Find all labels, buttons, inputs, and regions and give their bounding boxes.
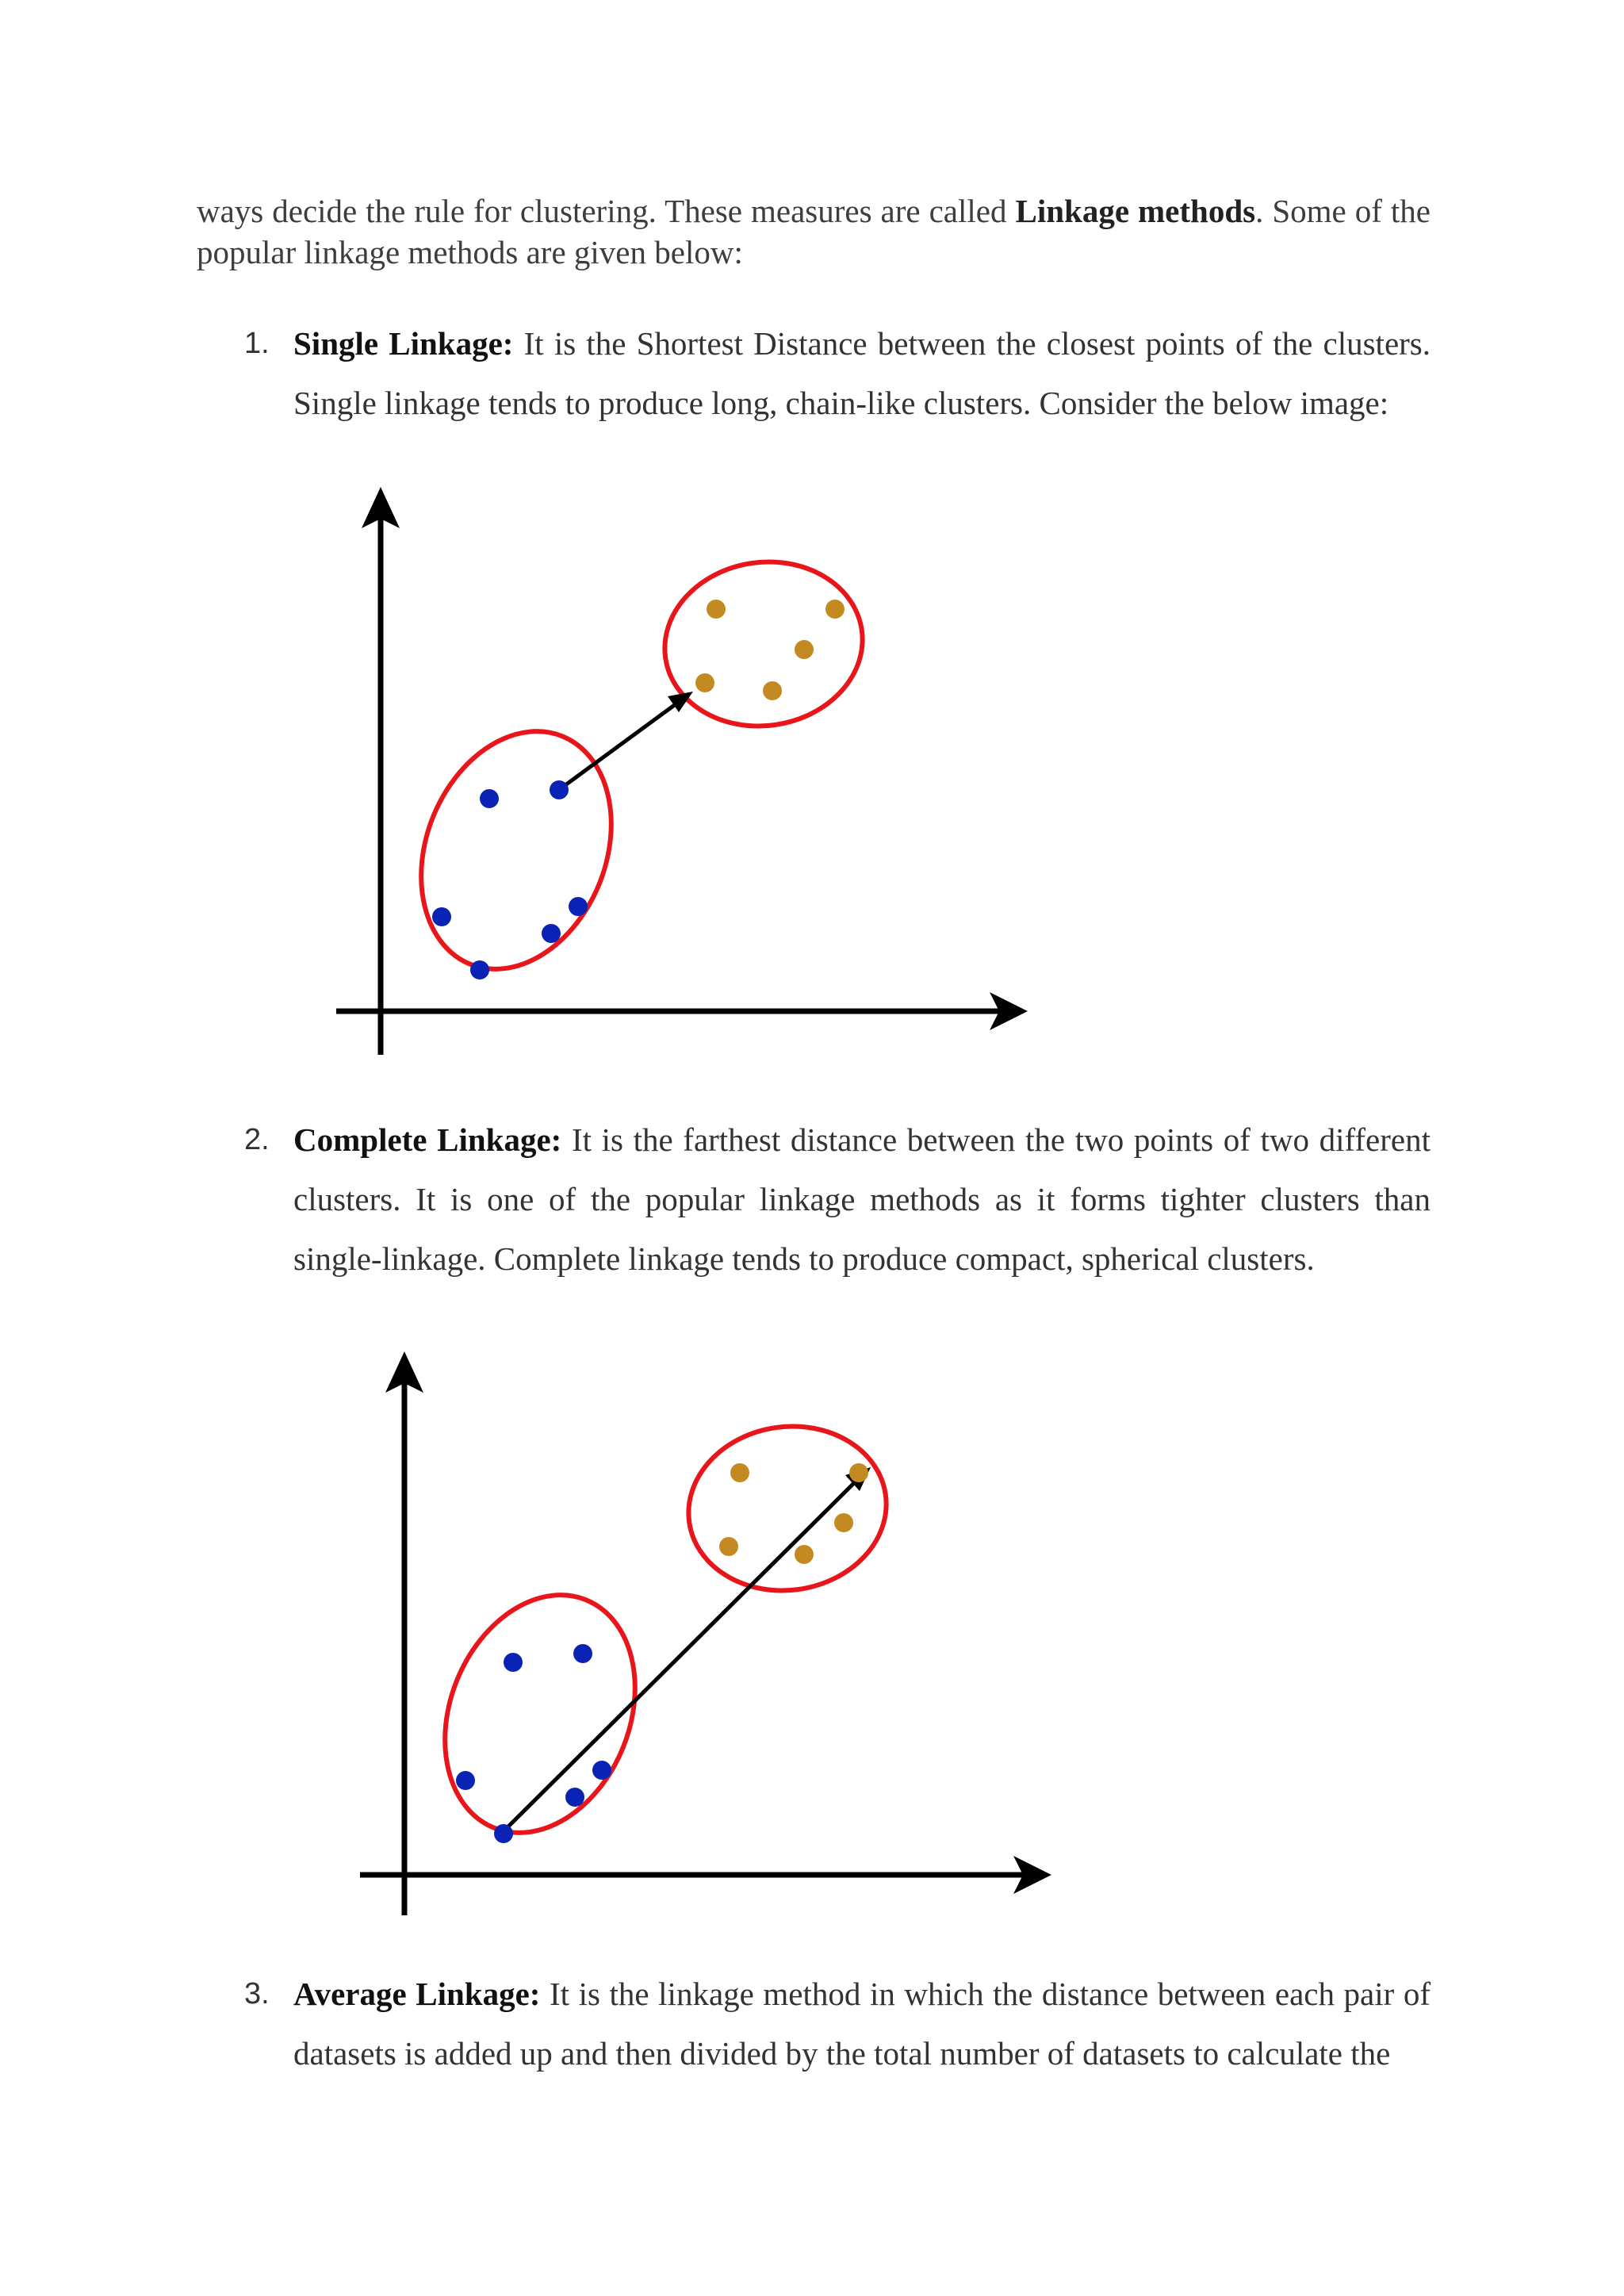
item-title: Single Linkage: [293, 325, 514, 362]
point [834, 1513, 853, 1532]
list-item-average-linkage [244, 1964, 1431, 2083]
point [456, 1771, 475, 1790]
point [494, 1824, 513, 1843]
item-text: It is the Shortest Distance between the closest points of the clusters. Single linkage tends to produce long, chain-like clusters. Consider the below image: [293, 325, 1431, 421]
point [695, 673, 714, 692]
list-number: 3. [244, 1977, 270, 2010]
point [565, 1788, 584, 1807]
list-item-complete-linkage [244, 1110, 1431, 1289]
cluster-a-ellipse [411, 1566, 669, 1861]
point [573, 1644, 592, 1663]
item-text: It is the linkage method in which the distance between each pair of datasets is added up and then divided by the total number of datasets to calculate the [293, 1976, 1431, 2072]
cluster-a-ellipse [387, 703, 645, 998]
point [550, 780, 569, 799]
list-item-single-linkage [244, 314, 1431, 433]
intro-text-before: ways decide the rule for clustering. These measures are called [197, 193, 1016, 229]
intro-bold-term: Linkage methods [1015, 193, 1256, 229]
point [763, 681, 782, 700]
item-title: Average Linkage: [293, 1976, 541, 2012]
point [569, 897, 588, 916]
intro-text-after: . Some of the popular linkage methods are given below: [197, 193, 1431, 270]
point [707, 600, 726, 619]
list-number: 2. [244, 1123, 270, 1156]
point [432, 907, 451, 926]
point [849, 1463, 868, 1482]
single-linkage-diagram [317, 476, 1047, 1063]
linkage-arrow [503, 1479, 858, 1832]
item-title: Complete Linkage: [293, 1121, 562, 1158]
point [795, 1545, 814, 1564]
point [730, 1463, 749, 1482]
point [719, 1537, 738, 1556]
point [504, 1653, 523, 1672]
item-text: It is the farthest distance between the two points of two different clusters. It is one of the popular linkage methods as it forms tighter clusters than single-linkage. Complete linkage tends to produce compact, spherical clusters. [293, 1121, 1431, 1277]
cluster-b-ellipse [678, 1414, 897, 1604]
point [825, 600, 845, 619]
point [795, 640, 814, 659]
list-number: 1. [244, 327, 270, 360]
single-linkage-svg [317, 476, 1047, 1063]
complete-linkage-svg [341, 1340, 1071, 1927]
point [470, 960, 489, 979]
cluster-b-ellipse [654, 550, 873, 739]
point [542, 924, 561, 943]
intro-paragraph [197, 190, 1431, 273]
point [592, 1761, 611, 1780]
complete-linkage-diagram [341, 1340, 1071, 1927]
point [480, 789, 499, 808]
